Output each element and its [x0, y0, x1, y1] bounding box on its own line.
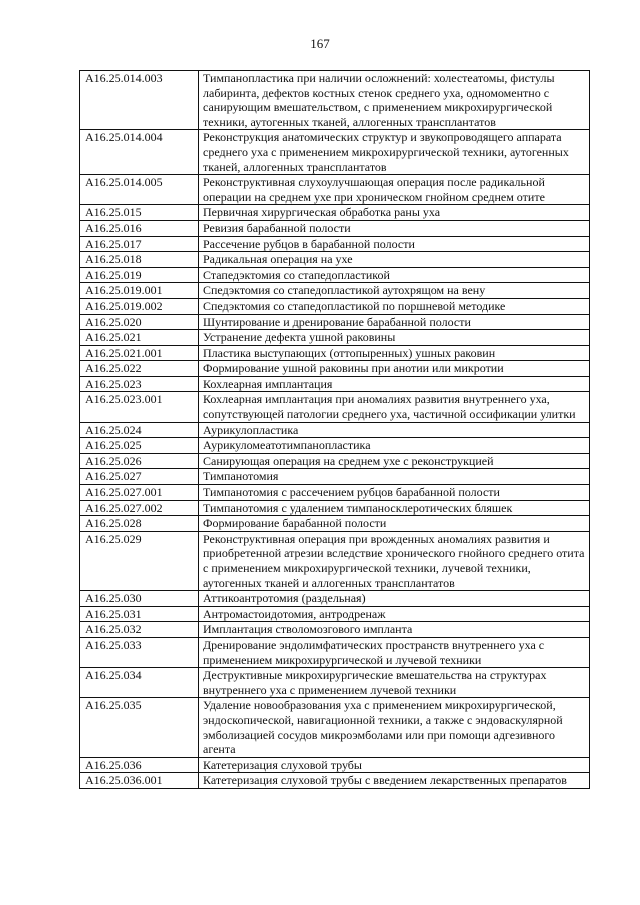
procedure-code: A16.25.036: [80, 757, 199, 773]
table-body: [80, 71, 590, 789]
procedure-code: A16.25.024: [80, 422, 199, 438]
procedure-codes-table: [79, 70, 590, 789]
table-row: [80, 130, 590, 175]
procedure-name: Рассечение рубцов в барабанной полости: [199, 236, 590, 252]
procedure-name: Радикальная операция на ухе: [199, 252, 590, 268]
procedure-name: Катетеризация слуховой трубы: [199, 757, 590, 773]
table-row: [80, 591, 590, 607]
procedure-code: A16.25.017: [80, 236, 199, 252]
page-number: 167: [310, 36, 330, 51]
procedure-code: A16.25.026: [80, 453, 199, 469]
table-row: [80, 485, 590, 501]
table-row: [80, 453, 590, 469]
procedure-name: Тимпанотомия с рассечением рубцов барабанной полости: [199, 485, 590, 501]
procedure-name: Дренирование эндолимфатических пространств внутреннего уха с применением микрохирургической и лучевой техники: [199, 637, 590, 667]
procedure-name: Спедэктомия со стапедопластикой по поршневой методике: [199, 298, 590, 314]
procedure-name: Тимпанотомия: [199, 469, 590, 485]
procedure-code: A16.25.015: [80, 205, 199, 221]
table-row: [80, 175, 590, 205]
procedure-code: A16.25.023: [80, 376, 199, 392]
procedure-name: Реконструктивная операция при врожденных аномалиях развития и приобретенной атрезии вследствие хронического гнойного среднего отита с применением микрохирургической техники, лучевой техники, аутогенных тканей и аллогенных трансплантатов: [199, 531, 590, 590]
procedure-code: A16.25.034: [80, 668, 199, 698]
procedure-name: Аурикуломеатотимпанопластика: [199, 438, 590, 454]
table-row: [80, 500, 590, 516]
table-row: [80, 698, 590, 757]
procedure-name: Деструктивные микрохирургические вмешательства на структурах внутреннего уха с применением лучевой техники: [199, 668, 590, 698]
procedure-name: Формирование барабанной полости: [199, 516, 590, 532]
procedure-code: A16.25.018: [80, 252, 199, 268]
procedure-code: A16.25.028: [80, 516, 199, 532]
table-row: [80, 438, 590, 454]
table-row: [80, 314, 590, 330]
procedure-name: Имплантация стволомозгового импланта: [199, 622, 590, 638]
table-row: [80, 376, 590, 392]
procedure-name: Шунтирование и дренирование барабанной полости: [199, 314, 590, 330]
table-row: [80, 637, 590, 667]
table-row: [80, 773, 590, 789]
procedure-name: Реконструкция анатомических структур и звукопроводящего аппарата среднего уха с применением микрохирургической техники, аутогенных тканей, аллогенных трансплантатов: [199, 130, 590, 175]
procedure-name: Первичная хирургическая обработка раны уха: [199, 205, 590, 221]
table-row: [80, 252, 590, 268]
table-row: [80, 516, 590, 532]
table-row: [80, 422, 590, 438]
procedure-code: A16.25.030: [80, 591, 199, 607]
procedure-code: A16.25.033: [80, 637, 199, 667]
table-row: [80, 71, 590, 130]
table-row: [80, 757, 590, 773]
procedure-code: A16.25.027.002: [80, 500, 199, 516]
procedure-code: A16.25.019.002: [80, 298, 199, 314]
procedure-code: A16.25.014.004: [80, 130, 199, 175]
procedure-code: A16.25.027: [80, 469, 199, 485]
procedure-name: Реконструктивная слухоулучшающая операция после радикальной операции на среднем ухе при хроническом гнойном среднем отите: [199, 175, 590, 205]
procedure-name: Спедэктомия со стапедопластикой аутохрящом на вену: [199, 283, 590, 299]
procedure-name: Тимпанотомия с удалением тимпаносклеротических бляшек: [199, 500, 590, 516]
procedure-code: A16.25.014.003: [80, 71, 199, 130]
procedure-code: A16.25.027.001: [80, 485, 199, 501]
procedure-code: A16.25.023.001: [80, 392, 199, 422]
table-row: [80, 330, 590, 346]
table-row: [80, 236, 590, 252]
procedure-name: Аттикоантротомия (раздельная): [199, 591, 590, 607]
procedure-name: Формирование ушной раковины при анотии или микротии: [199, 361, 590, 377]
procedure-name: Антромастоидотомия, антродренаж: [199, 606, 590, 622]
procedure-name: Катетеризация слуховой трубы с введением лекарственных препаратов: [199, 773, 590, 789]
procedure-name: Аурикулопластика: [199, 422, 590, 438]
table-row: [80, 668, 590, 698]
procedure-code: A16.25.021: [80, 330, 199, 346]
procedure-code: A16.25.031: [80, 606, 199, 622]
table-row: [80, 283, 590, 299]
table-row: [80, 220, 590, 236]
procedure-code: A16.25.022: [80, 361, 199, 377]
procedure-code: A16.25.019.001: [80, 283, 199, 299]
procedure-code: A16.25.016: [80, 220, 199, 236]
table-row: [80, 531, 590, 590]
table-row: [80, 622, 590, 638]
procedure-code: A16.25.019: [80, 267, 199, 283]
procedure-name: Ревизия барабанной полости: [199, 220, 590, 236]
table-row: [80, 267, 590, 283]
procedure-name: Удаление новообразования уха с применением микрохирургической, эндоскопической, навигационной техники, а также с эндоваскулярной эмболизацией сосудов микроэмболами или при помощи адгезивного агента: [199, 698, 590, 757]
procedure-code: A16.25.021.001: [80, 345, 199, 361]
procedure-name: Пластика выступающих (оттопыренных) ушных раковин: [199, 345, 590, 361]
procedure-name: Санирующая операция на среднем ухе с реконструкцией: [199, 453, 590, 469]
procedure-code: A16.25.025: [80, 438, 199, 454]
procedure-code: A16.25.020: [80, 314, 199, 330]
table-row: [80, 361, 590, 377]
table-row: [80, 469, 590, 485]
table-row: [80, 205, 590, 221]
procedure-name: Кохлеарная имплантация при аномалиях развития внутреннего уха, сопутствующей патологии среднего уха, частичной оссификации улитки: [199, 392, 590, 422]
procedure-code: A16.25.036.001: [80, 773, 199, 789]
procedure-code: A16.25.029: [80, 531, 199, 590]
procedure-name: Устранение дефекта ушной раковины: [199, 330, 590, 346]
procedure-code: A16.25.014.005: [80, 175, 199, 205]
procedure-name: Тимпанопластика при наличии осложнений: холестеатомы, фистулы лабиринта, дефектов костных стенок среднего уха, одномоментно с санирующим вмешательством, с применением микрохирургической техники, аутогенных тканей, аллогенных трансплантатов: [199, 71, 590, 130]
table-row: [80, 606, 590, 622]
procedure-name: Стапедэктомия со стапедопластикой: [199, 267, 590, 283]
procedure-code: A16.25.032: [80, 622, 199, 638]
table-row: [80, 298, 590, 314]
procedure-code: A16.25.035: [80, 698, 199, 757]
procedure-name: Кохлеарная имплантация: [199, 376, 590, 392]
table-row: [80, 345, 590, 361]
table-row: [80, 392, 590, 422]
